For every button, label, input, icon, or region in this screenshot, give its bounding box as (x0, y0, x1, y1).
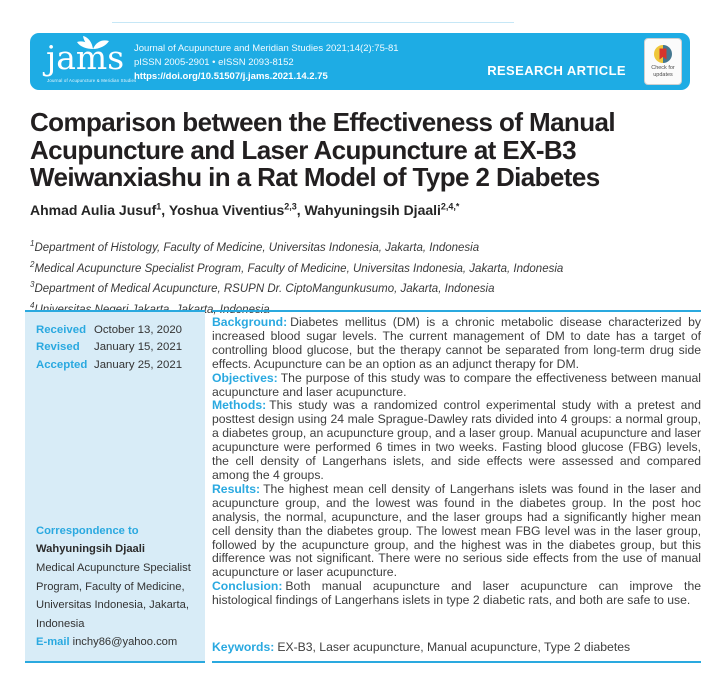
journal-citation-block (134, 42, 399, 84)
methods-label: Methods: (212, 398, 267, 413)
page-top-hairline (112, 22, 514, 23)
correspondence-address: Medical Acupuncture Specialist Program, Faculty of Medicine, Universitas Indonesia, Jakarta, Indonesia (36, 562, 191, 630)
jams-logo-tagline: Journal of Acupuncture & Meridian Studies (47, 78, 137, 83)
article-type-label: RESEARCH ARTICLE (487, 63, 626, 78)
objectives-label: Objectives: (212, 370, 278, 385)
abstract-conclusion: Conclusion: Both manual acupuncture and laser acupuncture can improve the histological findings of Langerhans islets in type 2 diabetic rats, and both are safe to use. (212, 579, 701, 608)
check-for-updates-badge[interactable] (644, 38, 682, 85)
correspondence-heading: Correspondence to (36, 524, 139, 537)
journal-header-bar (30, 33, 690, 90)
correspondence-email-line (36, 633, 196, 652)
doi-link[interactable]: https://doi.org/10.51507/j.jams.2021.14.2.75 (134, 71, 328, 82)
authors-line (30, 201, 459, 218)
revised-label: Revised (36, 341, 80, 354)
article-info-sidebar (25, 312, 205, 661)
background-label: Background: (212, 315, 288, 329)
author: Yoshua Viventius$^{2,3}$, (168, 201, 305, 218)
journal-issn-line: pISSN 2005-2901 • eISSN 2093-8152 (134, 57, 294, 68)
author-superscript: 1 (156, 201, 162, 211)
accepted-date-row (36, 357, 194, 374)
abstract-results: Results: The highest mean cell density of Langerhans islets was found in the laser and acupuncture group, and the lowest was found in the diabetes group. In the post hoc analysis, the normal, acupuncture, and the laser groups had a significantly higher mean cell density than the diabetes group. The lowest mean FBG level was in the laser group, followed by the acupuncture group, and the highest was in the diabetes group, but this difference was not significant. There were no serious side effects from the use of manual acupuncture or laser acupuncture. (212, 481, 701, 580)
article-title-line: Comparison between the Effectiveness of Manual (30, 107, 615, 137)
divider-rule (212, 310, 701, 312)
correspondence-name: Wahyuningsih Djaali (36, 543, 145, 556)
author: Wahyuningsih Djaali$^{2,4,*}$ (304, 201, 460, 218)
keywords-label: Keywords: (212, 640, 275, 654)
accepted-label: Accepted (36, 358, 88, 371)
divider-rule (25, 661, 205, 663)
results-label: Results: (212, 481, 261, 496)
affiliation: 4 (30, 300, 35, 310)
correspondence-block (36, 522, 196, 652)
email-label: E-mail (36, 636, 70, 649)
accepted-value: January 25, 2021 (94, 358, 183, 371)
received-value: October 13, 2020 (94, 324, 183, 336)
abstract-methods: Methods: This study was a randomized control experimental study with a pretest and posttest design using 24 male Sprague-Dawley rats divided into 4 groups: a normal group, a diabetes group, an acupuncture group, and a laser group. Manual acupuncture and laser acupuncture were performed 6 times in two weeks. Fasting blood glucose (FBG) levels, the cell density of Langerhans islets, and side effects were assessed and compared among the 4 groups. (212, 398, 701, 482)
affiliation: $^2$Medical Acupuncture Specialist Program, Faculty of Medicine, Universitas Indonesia, Jakarta, Indonesia (30, 259, 564, 275)
affiliation: $^1$Department of Histology, Faculty of Medicine, Universitas Indonesia, Jakarta, Indonesia (30, 239, 480, 254)
author-superscript: 2,4,* (440, 201, 460, 211)
abstract-block (212, 316, 701, 608)
journal-citation-line: Journal of Acupuncture and Meridian Studies 2021;14(2):75-81 (134, 43, 399, 54)
jams-logo (46, 36, 146, 88)
article-title-line: Weiwanxiashu in a Rat Model of Type 2 Diabetes (30, 162, 600, 192)
article-history-dates (36, 322, 194, 374)
jams-logo-text: jams (46, 38, 125, 77)
author-superscript: 2,3 (284, 201, 297, 211)
keywords-text: EX-B3, Laser acupuncture, Manual acupuncture, Type 2 diabetes (277, 640, 631, 654)
affiliations-block (30, 236, 670, 318)
author: Ahmad Aulia Jusuf$^1$, (30, 201, 169, 218)
crossmark-icon (654, 45, 672, 63)
keywords-line (212, 640, 701, 654)
received-date-row (36, 322, 194, 339)
divider-rule (212, 661, 701, 663)
conclusion-label: Conclusion: (212, 579, 283, 594)
revised-date-row (36, 339, 194, 356)
article-title (30, 109, 700, 192)
received-label: Received (36, 324, 87, 336)
email-address[interactable]: inchy86@yahoo.com (72, 636, 178, 649)
article-title-line: Acupuncture and Laser Acupuncture at EX-B3 (30, 134, 576, 165)
check-for-updates-text: Check for updates (651, 65, 675, 78)
abstract-objectives: Objectives: The purpose of this study was to compare the effectiveness between manual acupuncture and laser acupuncture. (212, 370, 701, 399)
abstract-background: Background: Diabetes mellitus (DM) is a chronic metabolic disease characterized by increased blood sugar levels. The current management of DM to date has a target of controlling blood glucose, but the therapy cannot be separated from long-term drug side effects. Acupuncture can be an option as an adjunct therapy for DM. (212, 315, 701, 371)
affiliation: $^3$Department of Medical Acupuncture, RSUPN Dr. CiptoMangunkusumo, Jakarta, Indonesia (30, 280, 495, 295)
revised-value: January 15, 2021 (94, 341, 183, 354)
